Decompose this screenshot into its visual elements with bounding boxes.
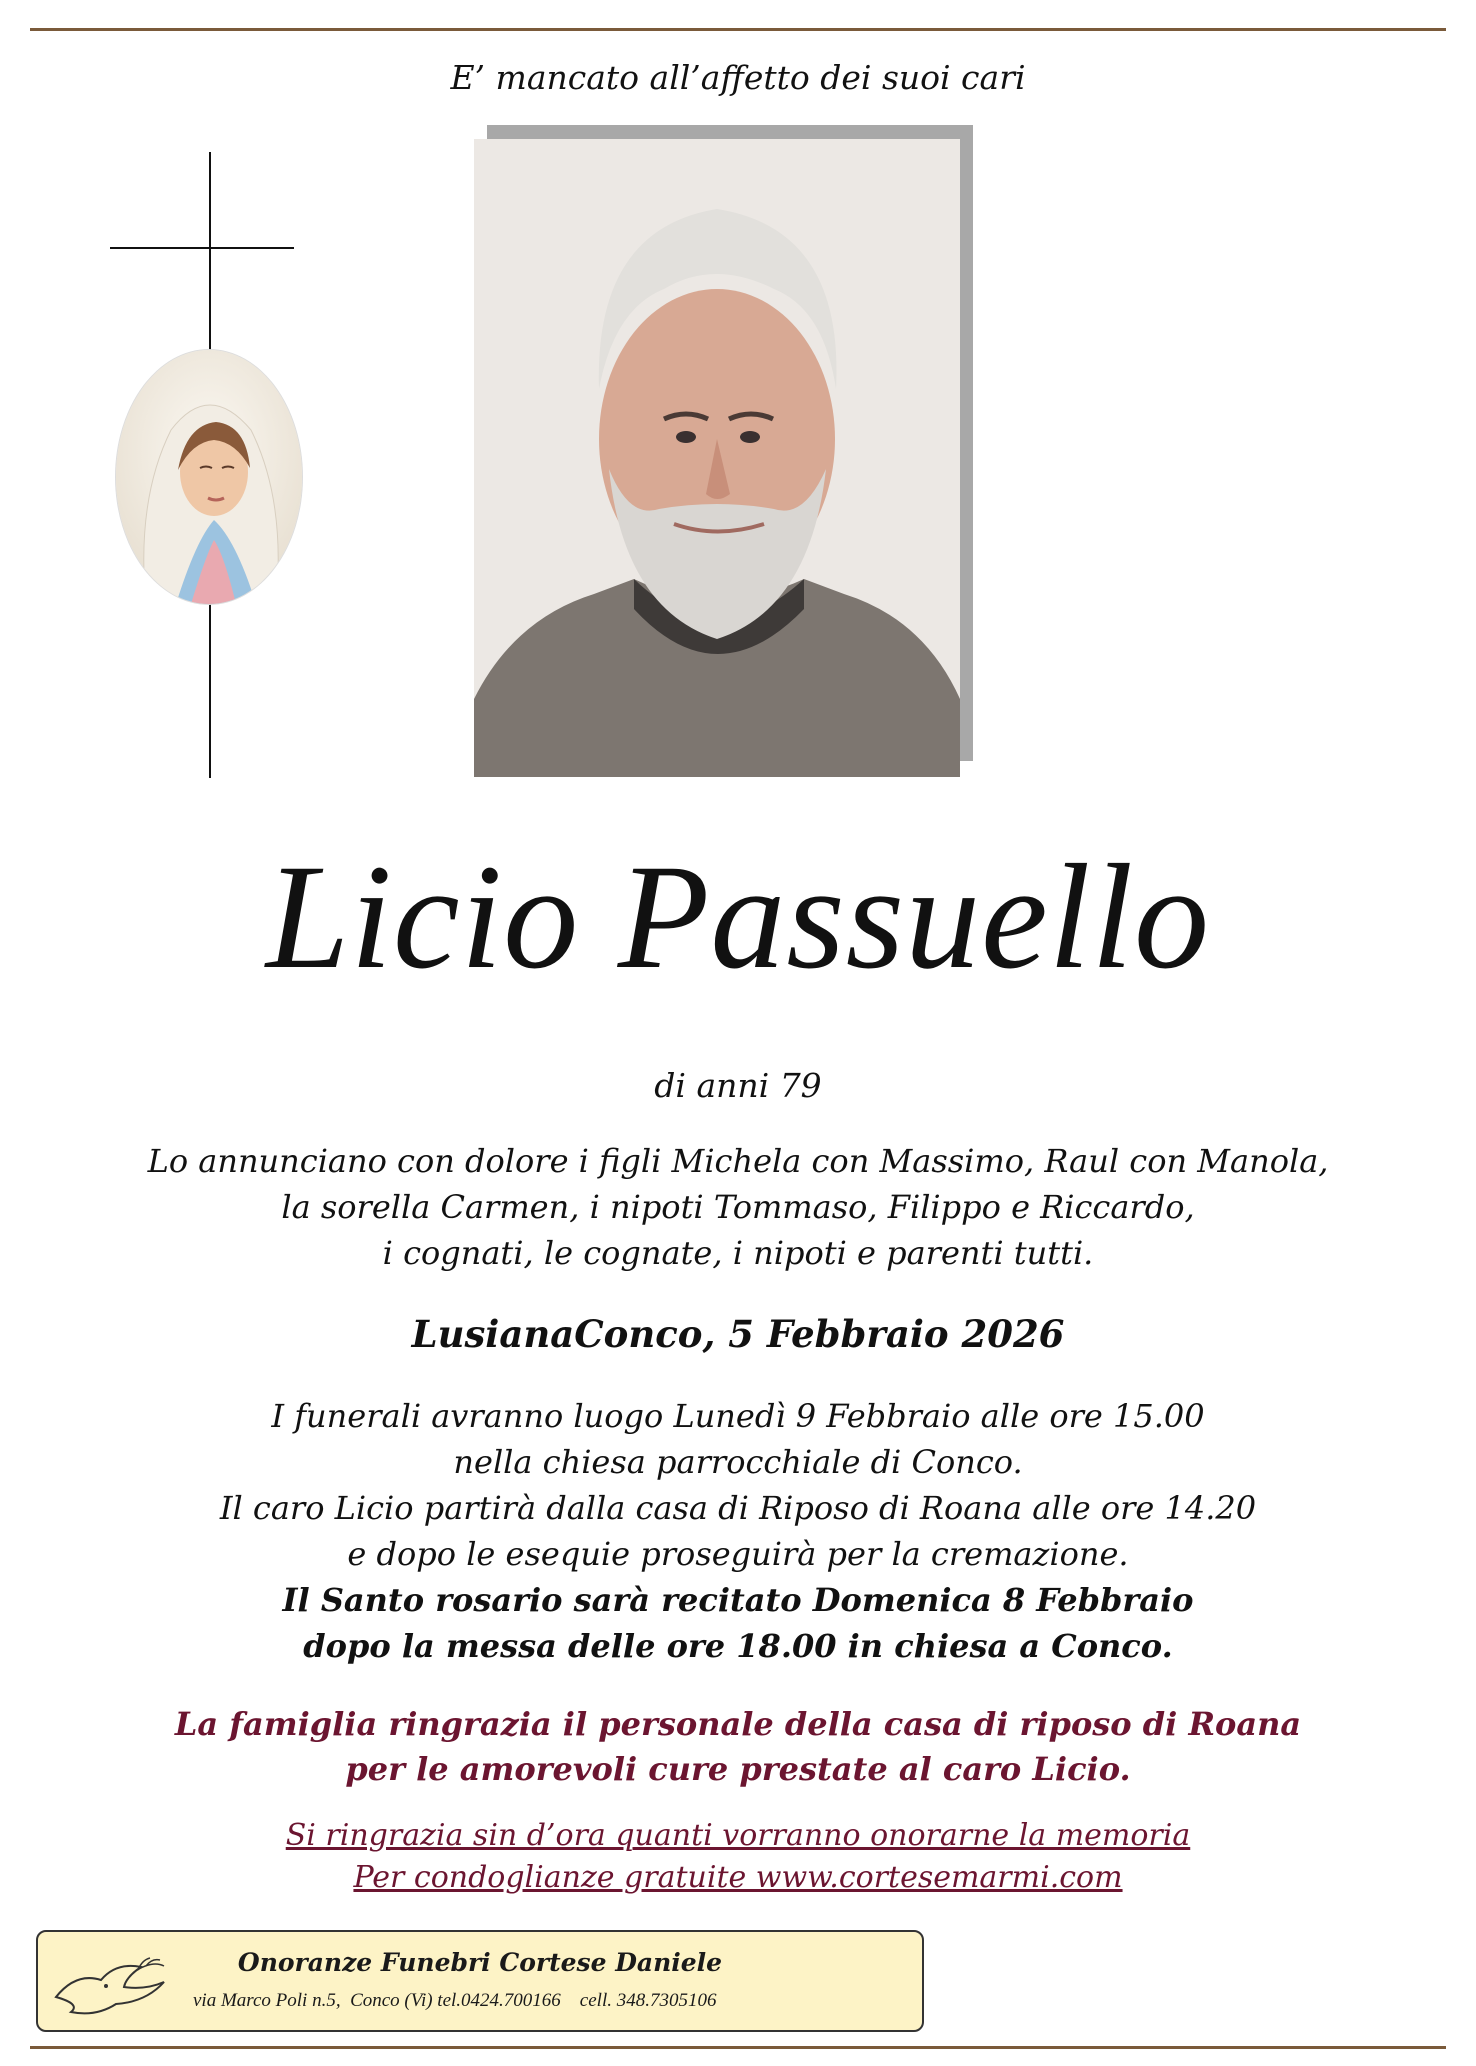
age-text: di anni 79 [654, 1066, 822, 1105]
closing-line: Si ringrazia sin d’ora quanti vorranno onorarne la memoria [285, 1818, 1191, 1853]
family-thanks [0, 1702, 1476, 1792]
cross-icon-bar [110, 247, 294, 249]
thanks-line: per le amorevoli cure prestate al caro Licio. [345, 1750, 1131, 1788]
funeral-line: e dopo le esequie proseguirà per la cremazione. [347, 1535, 1129, 1573]
announcement [0, 1138, 1476, 1276]
funeral-line: nella chiesa parrocchiale di Conco. [453, 1443, 1023, 1481]
intro-text: E’ mancato all’affetto dei suoi cari [450, 58, 1026, 97]
rosary-line: Il Santo rosario sarà recitato Domenica 8 Febbraio [282, 1581, 1194, 1619]
funeral-line: Il caro Licio partirà dalla casa di Riposo di Roana alle ore 14.20 [219, 1489, 1257, 1527]
funeral-home-name: Onoranze Funebri Cortese Daniele [237, 1948, 723, 1977]
madonna-image [116, 350, 302, 604]
funeral-line: I funerali avranno luogo Lunedì 9 Febbraio alle ore 15.00 [271, 1397, 1205, 1435]
thanks-line: La famiglia ringrazia il personale della casa di riposo di Roana [174, 1705, 1302, 1743]
funeral-details [0, 1393, 1476, 1669]
funeral-home-address: via Marco Poli n.5, Conco (Vi) tel.0424.700166 cell. 348.7305106 [193, 1990, 717, 2011]
bottom-border [30, 2046, 1446, 2049]
deceased-name: Licio Passuello [265, 834, 1211, 1000]
portrait-photo [474, 139, 960, 777]
top-border [30, 28, 1446, 31]
announcement-line: Lo annunciano con dolore i figli Michela con Massimo, Raul con Manola, [147, 1142, 1329, 1180]
announcement-line: i cognati, le cognate, i nipoti e parenti tutti. [382, 1234, 1094, 1272]
condolence-link[interactable]: Per condoglianze gratuite www.cortesemarmi.com [353, 1860, 1123, 1895]
place-date: LusianaConco, 5 Febbraio 2026 [411, 1312, 1065, 1356]
funeral-home-box [36, 1930, 924, 2032]
announcement-line: la sorella Carmen, i nipoti Tommaso, Filippo e Riccardo, [281, 1188, 1195, 1226]
closing-notes [0, 1815, 1476, 1899]
rosary-line: dopo la messa delle ore 18.00 in chiesa a Conco. [303, 1627, 1173, 1665]
